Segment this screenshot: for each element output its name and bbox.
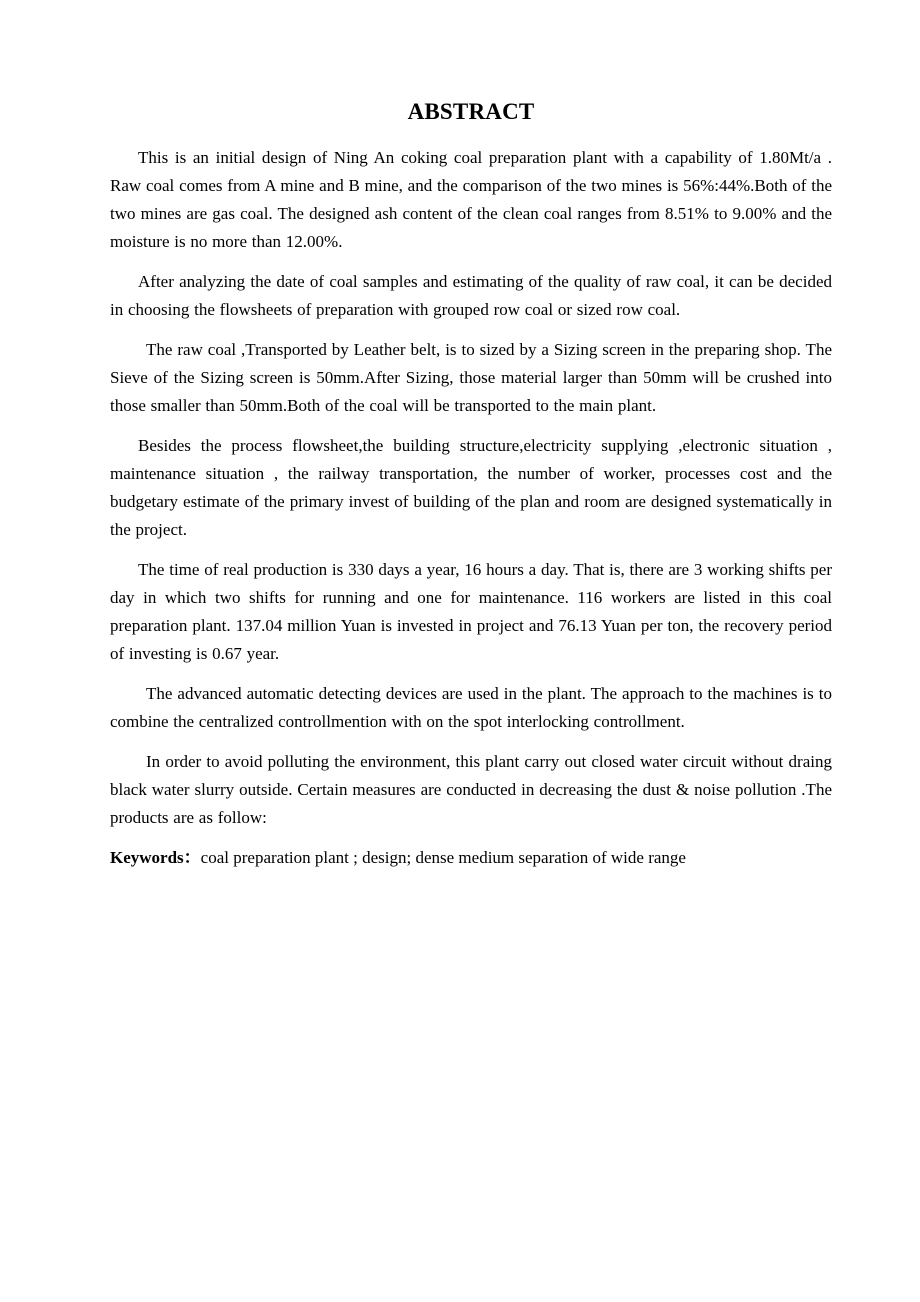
keywords-line xyxy=(110,844,832,872)
abstract-paragraph-4: Besides the process flowsheet,the building structure,electricity supplying ,electronic situation , maintenance situation , the railway transportation, the number of worker, processes cost and the budgetary estimate of the primary invest of building of the plan and room are designed systematically in the project. xyxy=(110,436,832,539)
document-page xyxy=(110,96,832,872)
abstract-paragraph-6: The advanced automatic detecting devices are used in the plant. The approach to the machines is to combine the centralized controllmention with on the spot interlocking controllment. xyxy=(110,684,832,731)
abstract-paragraph-1: This is an initial design of Ning An coking coal preparation plant with a capability of 1.80Mt/a . Raw coal comes from A mine and B mine, and the comparison of the two mines is 56%:44%.Both of the two mines are gas coal. The designed ash content of the clean coal ranges from 8.51% to 9.00% and the moisture is no more than 12.00%. xyxy=(110,148,832,251)
abstract-title: ABSTRACT xyxy=(407,99,535,124)
keywords-label: Keywords： xyxy=(110,848,201,867)
abstract-paragraph-7: In order to avoid polluting the environment, this plant carry out closed water circuit without draing black water slurry outside. Certain measures are conducted in decreasing the dust & noise pollution .The products are as follow: xyxy=(110,752,832,827)
abstract-paragraph-5: The time of real production is 330 days a year, 16 hours a day. That is, there are 3 working shifts per day in which two shifts for running and one for maintenance. 116 workers are listed in this coal preparation plant. 137.04 million Yuan is invested in project and 76.13 Yuan per ton, the recovery period of investing is 0.67 year. xyxy=(110,560,832,663)
keywords-text: coal preparation plant ; design; dense medium separation of wide range xyxy=(200,848,686,867)
abstract-paragraph-3: The raw coal ,Transported by Leather belt, is to sized by a Sizing screen in the preparing shop. The Sieve of the Sizing screen is 50mm.After Sizing, those material larger than 50mm will be crushed into those smaller than 50mm.Both of the coal will be transported to the main plant. xyxy=(110,340,832,415)
abstract-paragraph-2: After analyzing the date of coal samples and estimating of the quality of raw coal, it can be decided in choosing the flowsheets of preparation with grouped row coal or sized row coal. xyxy=(110,272,832,319)
